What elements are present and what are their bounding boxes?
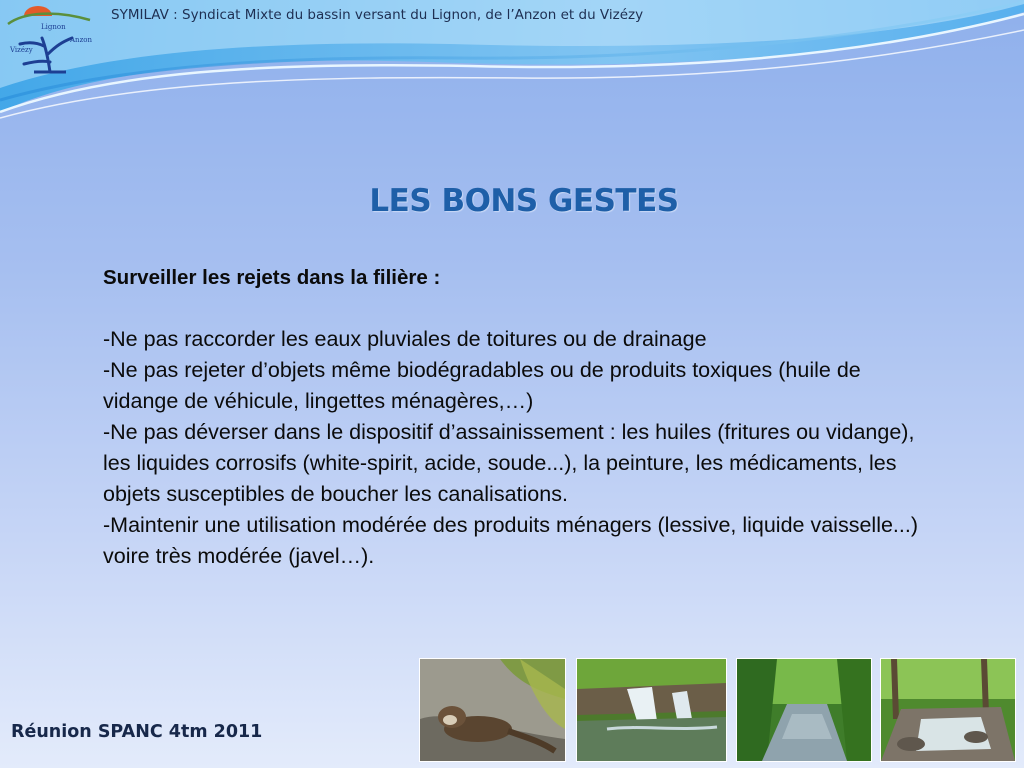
subheading: Surveiller les rejets dans la filière : (103, 266, 441, 289)
otter-photo (419, 658, 566, 762)
bullet-paragraph: -Ne pas déverser dans le dispositif d’assainissement : les huiles (fritures ou vidange), les liquides corrosifs (white-spirit, acide, soude...), la peinture, les médicaments, les objets susceptibles de boucher les canalisations. (103, 420, 915, 506)
logo-label-anzon: Anzon (70, 36, 92, 44)
slide-title: LES BONS GESTES (369, 183, 679, 219)
logo-label-lignon: Lignon (41, 23, 66, 31)
bullet-paragraph: -Maintenir une utilisation modérée des produits ménagers (lessive, liquide vaisselle...) voire très modérée (javel…). (103, 513, 919, 568)
symilav-logo (4, 2, 96, 76)
river-photo (880, 658, 1016, 762)
bullet-paragraph: -Ne pas raccorder les eaux pluviales de toitures ou de drainage (103, 327, 707, 351)
header-text: SYMILAV : Syndicat Mixte du bassin versant du Lignon, de l’Anzon et du Vizézy (111, 7, 644, 23)
slide-content (103, 262, 923, 572)
bullet-paragraph: -Ne pas rejeter d’objets même biodégradables ou de produits toxiques (huile de vidange de véhicule, lingettes ménagères,…) (103, 358, 861, 413)
stream-photo (736, 658, 872, 762)
logo-label-vizezy: Vizézy (10, 46, 33, 54)
footer-text: Réunion SPANC 4tm 2011 (11, 722, 263, 742)
waterfall-photo (576, 658, 727, 762)
